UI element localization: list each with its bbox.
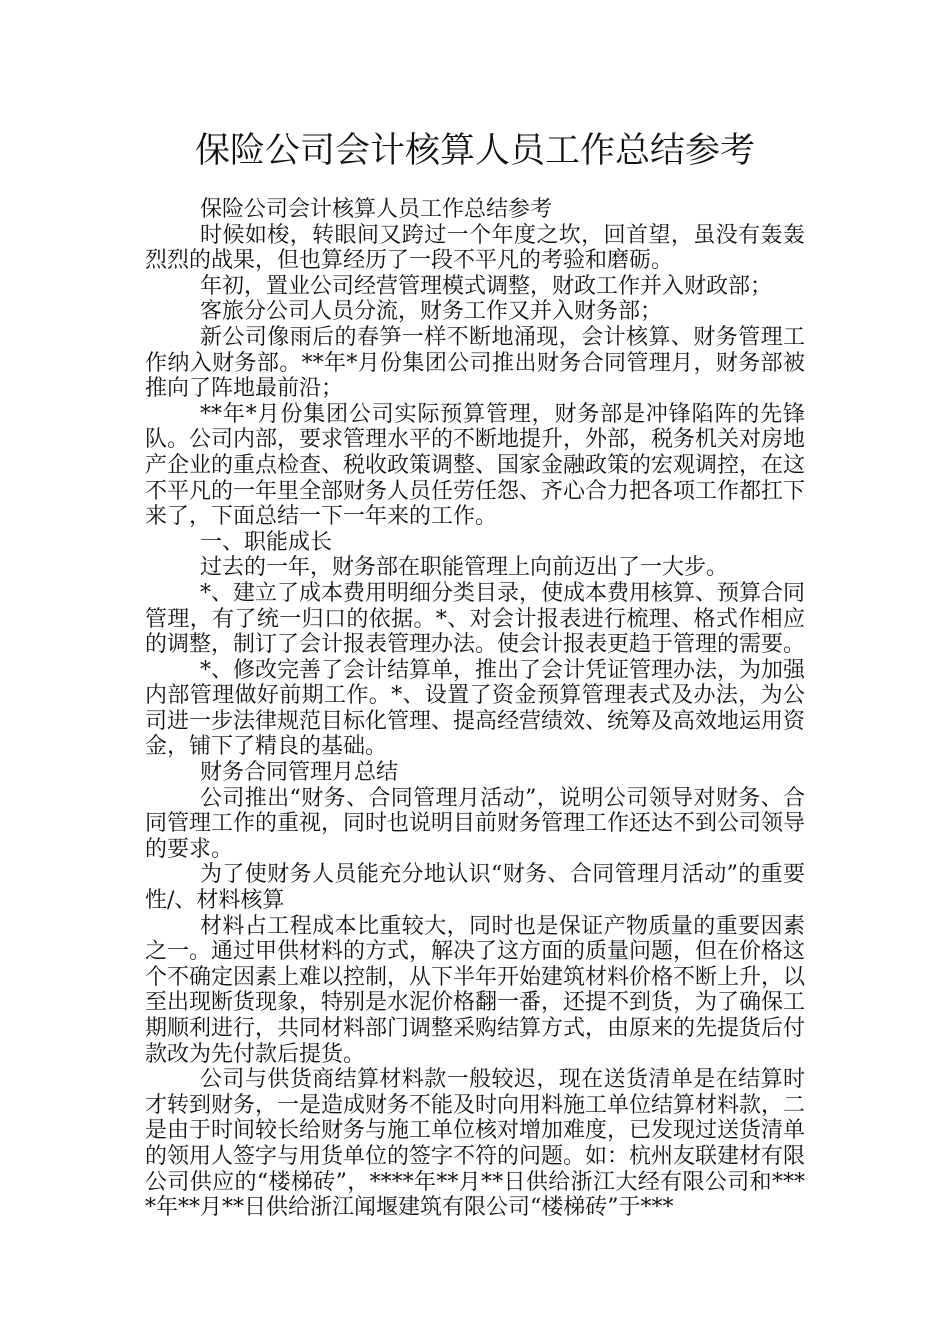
section-heading: 财务合同管理月总结	[200, 760, 399, 786]
paragraph: 年初，置业公司经营管理模式调整，财政工作并入财政部；	[200, 273, 773, 299]
section-heading: 一、职能成长	[200, 529, 333, 555]
paragraph: 新公司像雨后的春笋一样不断地涌现，会计核算、财务管理工作纳入财务部。**年*月份集团公司推出财务合同管理月，财务部被推向了阵地最前沿；	[145, 324, 805, 402]
paragraph: 公司与供货商结算材料款一般较迟，现在送货清单是在结算时才转到财务，一是造成财务不能及时向用料施工单位结算材料款，二是由于时间较长给财务与施工单位核对增加难度，已发现过送货清单的领用人签字与用货单位的签字不符的问题。如：杭州友联建材有限公司供应的“楼梯砖”，****年**月**日供给浙江大经有限公司和****年**月**日供给浙江闻堰建筑有限公司“楼梯砖”于***	[145, 1067, 806, 1221]
paragraph: 时候如梭，转眼间又跨过一个年度之坎，回首望，虽没有轰轰烈烈的战果，但也算经历了一段不平凡的考验和磨砺。	[145, 222, 805, 274]
paragraph: *、建立了成本费用明细分类目录，使成本费用核算、预算合同管理，有了统一归口的依据。*、对会计报表进行梳理、格式作相应的调整，制订了会计报表管理办法。使会计报表更趋于管理的需要。	[145, 580, 806, 658]
paragraph: 过去的一年，财务部在职能管理上向前迈出了一大步。	[200, 555, 729, 581]
paragraph: 客旅分公司人员分流，财务工作又并入财务部；	[200, 299, 663, 325]
paragraph-subtitle: 保险公司会计核算人员工作总结参考	[200, 197, 553, 222]
document-title: 保险公司会计核算人员工作总结参考	[194, 131, 755, 171]
paragraph: *、修改完善了会计结算单，推出了会计凭证管理办法，为加强内部管理做好前期工作。*、设置了资金预算管理表式及办法，为公司进一步法律规范目标化管理、提高经营绩效、统筹及高效地运用资金，铺下了精良的基础。	[145, 657, 806, 760]
paragraph: **年*月份集团公司实际预算管理，财务部是冲锋陷阵的先锋队。公司内部，要求管理水平的不断地提升，外部，税务机关对房地产企业的重点检查、税收政策调整、国家金融政策的宏观调控，在这不平凡的一年里全部财务人员任劳任怨、齐心合力把各项工作都扛下来了，下面总结一下一年来的工作。	[145, 401, 806, 530]
paragraph: 公司推出“财务、合同管理月活动”，说明公司领导对财务、合同管理工作的重视，同时也说明目前财务管理工作还达不到公司领导的要求。	[145, 785, 806, 862]
paragraph: 为了使财务人员能充分地认识“财务、合同管理月活动”的重要性/、材料核算	[145, 862, 805, 914]
document-body	[145, 197, 805, 1221]
paragraph: 材料占工程成本比重较大，同时也是保证产物质量的重要因素之一。通过甲供材料的方式，解决了这方面的质量问题，但在价格这个不确定因素上难以控制，从下半年开始建筑材料价格不断上升，以至出现断货现象，特别是水泥价格翻一番，还提不到货，为了确保工期顺利进行，共同材料部门调整采购结算方式，由原来的先提货后付款改为先付款后提货。	[145, 913, 806, 1067]
